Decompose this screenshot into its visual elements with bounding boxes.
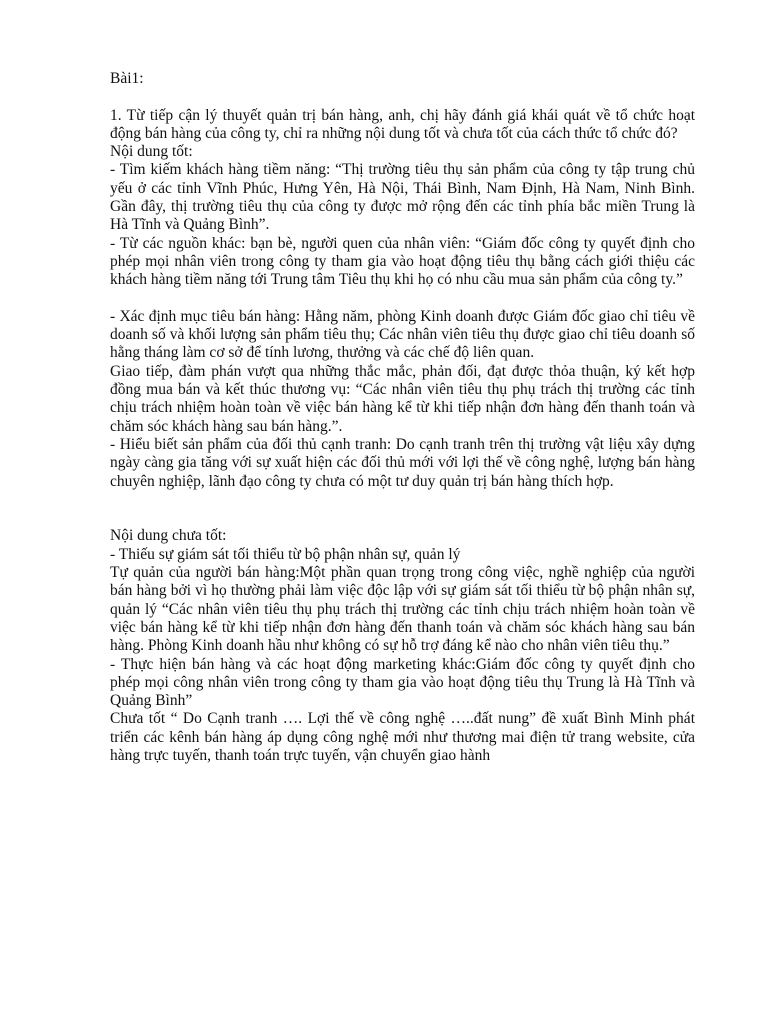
spacer (110, 491, 695, 528)
bad-item-1: - Thiếu sự giám sát tối thiểu từ bộ phận nhân sự, quản lý (110, 545, 461, 563)
spacer (110, 88, 695, 106)
bad-item-4: Chưa tốt “ Do Cạnh tranh …. Lợi thế về công nghệ …..đất nung” đề xuất Bình Minh phát triển các kênh bán hàng áp dụng công nghệ mới như thương mai điện tử trang website, cửa hàng trực tuyến, thanh toán trực tuyến, vận chuyển giao hành (110, 710, 695, 764)
question-paragraph: 1. Từ tiếp cận lý thuyết quản trị bán hàng, anh, chị hãy đánh giá khái quát về tổ chức hoạt động bán hàng của công ty, chỉ ra những nội dung tốt và chưa tốt của cách thức tổ chức đó? (110, 106, 695, 142)
spacer (110, 290, 695, 308)
good-item-2: - Từ các nguồn khác: bạn bè, người quen của nhân viên: “Giám đốc công ty quyết định cho phép mọi nhân viên trong công ty tham gia vào hoạt động tiêu thụ bằng cách giới thiệu các khách hàng tiềm năng tới Trung tâm Tiêu thụ khi họ có nhu cầu mua sản phẩm của công ty.” (110, 234, 695, 289)
bad-item-3: - Thực hiện bán hàng và các hoạt động marketing khác:Giám đốc công ty quyết định cho phép mọi công nhân viên trong công ty tham gia vào hoạt động tiêu thụ Trung là Hà Tĩnh và Quảng Bình” (110, 655, 695, 710)
bad-heading: Nội dung chưa tốt: (110, 527, 227, 545)
document-page (110, 70, 695, 765)
good-item-4: Giao tiếp, đàm phán vượt qua những thắc mắc, phản đối, đạt được thỏa thuận, ký kết hợp đồng mua bán và kết thúc thương vụ: “Các nhân viên tiêu thụ phụ trách thị trường các tỉnh chịu trách nhiệm hoàn toàn về việc bán hàng kể từ khi tiếp nhận đơn hàng đến thanh toán và chăm sóc khách hàng sau bán hàng.”. (110, 362, 695, 435)
good-item-1: - Tìm kiếm khách hàng tiềm năng: “Thị trường tiêu thụ sản phẩm của công ty tập trung chủ yếu ở các tỉnh Vĩnh Phúc, Hưng Yên, Hà Nội, Thái Bình, Nam Định, Hà Nam, Ninh Bình. Gần đây, thị trường tiêu thụ của công ty được mở rộng đến các tỉnh phía bắc miền Trung là Hà Tĩnh và Quảng Bình”. (110, 161, 695, 234)
bad-item-2: Tự quản của người bán hàng:Một phần quan trọng trong công việc, nghề nghiệp của người bán hàng bởi vì họ thường phải làm việc độc lập với sự giám sát tối thiểu từ bộ phận nhân sự, quản lý “Các nhân viên tiêu thụ phụ trách thị trường các tỉnh chịu trách nhiệm hoàn toàn về việc bán hàng kể từ khi tiếp nhận đơn hàng đến thanh toán và chăm sóc khách hàng sau bán hàng. Phòng Kinh doanh hầu như không có sự hỗ trợ đáng kể nào cho nhân viên tiêu thụ.” (110, 564, 695, 655)
good-item-3: - Xác định mục tiêu bán hàng: Hằng năm, phòng Kinh doanh được Giám đốc giao chỉ tiêu về doanh số và khối lượng sản phẩm tiêu thụ; Các nhân viên tiêu thụ được giao chỉ tiêu doanh số hằng tháng làm cơ sở để tính lương, thưởng và các chế độ liên quan. (110, 307, 695, 362)
document-title: Bài1: (110, 70, 144, 87)
good-heading: Nội dung tốt: (110, 143, 193, 161)
good-item-5: - Hiểu biết sản phẩm của đối thủ cạnh tranh: Do cạnh tranh trên thị trường vật liệu xây dựng ngày càng gia tăng với sự xuất hiện các đối thủ mới với lợi thế về công nghệ, lượng bán hàng chuyên nghiệp, lãnh đạo công ty chưa có một tư duy quản trị bán hàng thích hợp. (110, 435, 695, 490)
